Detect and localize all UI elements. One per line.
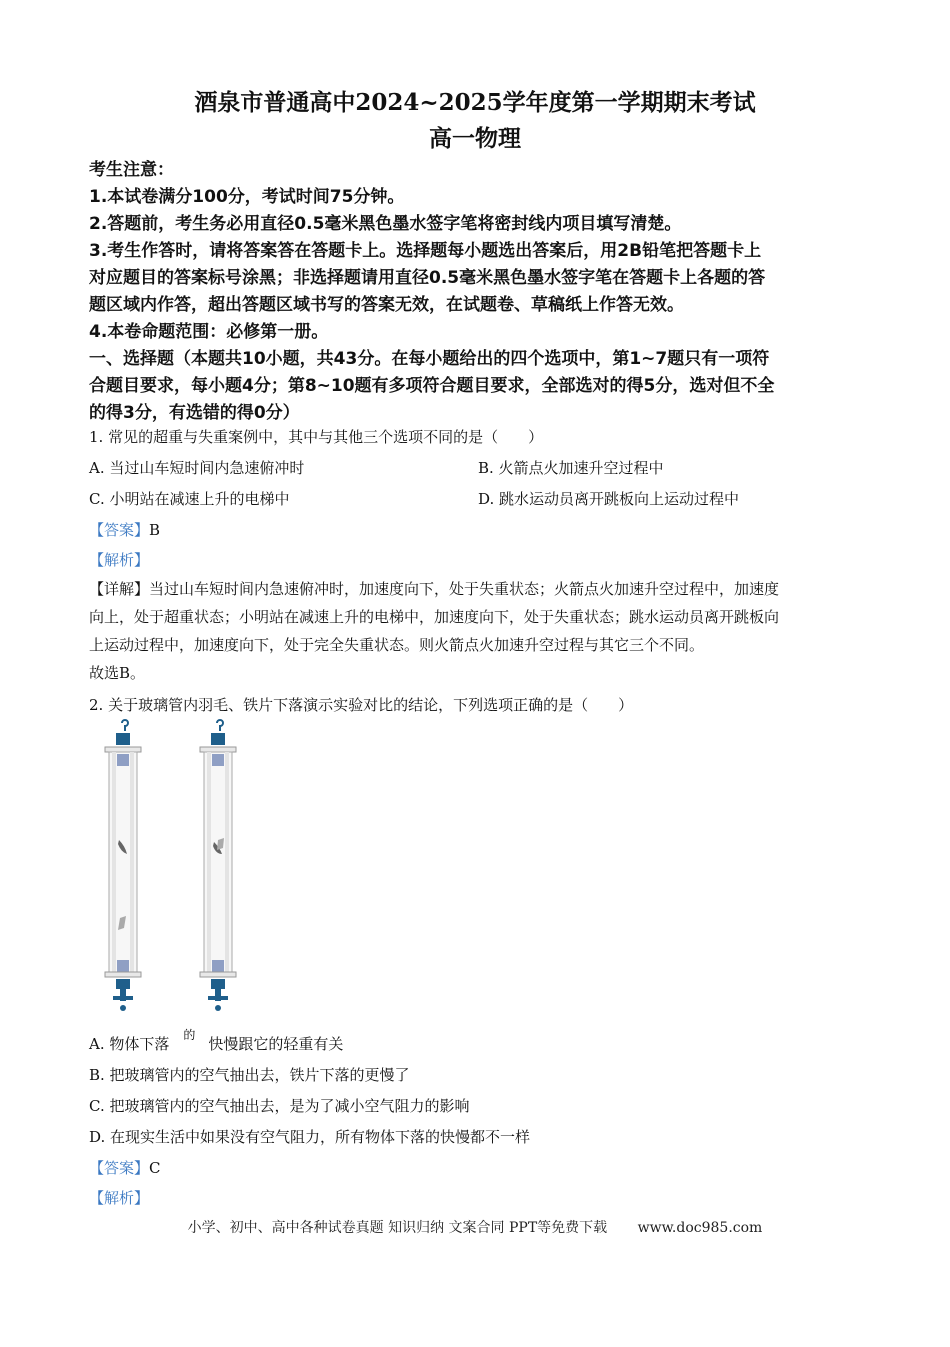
q2-answer (89, 1157, 161, 1178)
notice-item-3-line2: 对应题目的答案标号涂黑；非选择题请用直径0.5毫米黑色墨水签字笔在答题卡上各题的答 (89, 268, 766, 288)
answer-value: C (149, 1159, 161, 1177)
notice-item-2: 2.答题前，考生务必用直径0.5毫米黑色墨水签字笔将密封线内项目填写清楚。 (89, 214, 682, 234)
left-glass-tube (105, 720, 141, 1011)
right-glass-tube (200, 720, 236, 1011)
q1-stem: 1. 常见的超重与失重案例中，其中与其他三个选项不同的是（ ） (89, 428, 544, 446)
q1-option-c: C. 小明站在减速上升的电梯中 (89, 490, 290, 508)
notice-item-3-line1: 3.考生作答时，请将答案答在答题卡上。选择题每小题选出答案后，用2B铅笔把答题卡上 (89, 241, 762, 261)
q2-option-b: B. 把玻璃管内的空气抽出去，铁片下落的更慢了 (89, 1066, 410, 1084)
notice-item-4: 4.本卷命题范围：必修第一册。 (89, 322, 329, 342)
footer-site-link[interactable]: www.doc985.com (637, 1220, 763, 1236)
q2-stem: 2. 关于玻璃管内羽毛、铁片下落演示实验对比的结论，下列选项正确的是（ ） (89, 696, 634, 714)
q1-detail-line3: 上运动过程中，加速度向下，处于完全失重状态。则火箭点火加速升空过程与其它三个不同。 (89, 636, 705, 654)
footer-text: 小学、初中、高中各种试卷真题 知识归纳 文案合同 PPT等免费下载 (187, 1220, 608, 1236)
q1-analysis (89, 549, 149, 570)
section-heading-line3: 的得3分，有选错的得0分） (89, 403, 300, 423)
q2-option-a-char: 的 (183, 1028, 196, 1042)
analysis-tag: 【解析】 (89, 551, 150, 569)
q1-answer (89, 519, 160, 540)
q2-option-a-text1: A. 物体下落 (89, 1035, 170, 1053)
q2-option-a (89, 1028, 344, 1054)
exam-title: 酒泉市普通高中2024~2025学年度第一学期期末考试 (194, 89, 756, 116)
answer-tag: 【答案】 (89, 521, 150, 539)
q1-detail-line1 (89, 578, 779, 599)
answer-tag: 【答案】 (89, 1159, 150, 1177)
glass-tube-figure (100, 718, 260, 1018)
detail-text: 当过山车短时间内急速俯冲时，加速度向下，处于失重状态；火箭点火加速升空过程中，加速度 (149, 580, 780, 598)
notice-item-1: 1.本试卷满分100分，考试时间75分钟。 (89, 187, 405, 207)
section-heading-line2: 合题目要求，每小题4分；第8~10题有多项符合题目要求，全部选对的得5分，选对但不全 (89, 376, 775, 396)
analysis-tag: 【解析】 (89, 1189, 150, 1207)
section-heading-line1: 一、选择题（本题共10小题，共43分。在每小题给出的四个选项中，第1~7题只有一项符 (89, 349, 770, 369)
q1-conclusion: 故选B。 (89, 664, 146, 682)
notice-heading: 考生注意： (89, 160, 174, 180)
q1-option-b: B. 火箭点火加速升空过程中 (478, 459, 664, 477)
q2-option-c: C. 把玻璃管内的空气抽出去，是为了减小空气阻力的影响 (89, 1097, 470, 1115)
q1-detail-line2: 向上，处于超重状态；小明站在减速上升的电梯中，加速度向下，处于失重状态；跳水运动员离开跳板向 (89, 608, 780, 626)
q2-option-a-text2: 快慢跟它的轻重有关 (208, 1035, 344, 1053)
page-footer (0, 1217, 950, 1237)
q2-option-d: D. 在现实生活中如果没有空气阻力，所有物体下落的快慢都不一样 (89, 1128, 531, 1146)
answer-value: B (149, 521, 161, 539)
q1-option-d: D. 跳水运动员离开跳板向上运动过程中 (478, 490, 740, 508)
exam-subject: 高一物理 (429, 125, 521, 152)
detail-tag: 【详解】 (89, 580, 150, 598)
notice-item-3-line3: 题区域内作答，超出答题区域书写的答案无效，在试题卷、草稿纸上作答无效。 (89, 295, 684, 315)
q2-analysis (89, 1187, 149, 1208)
q1-option-a: A. 当过山车短时间内急速俯冲时 (89, 459, 305, 477)
